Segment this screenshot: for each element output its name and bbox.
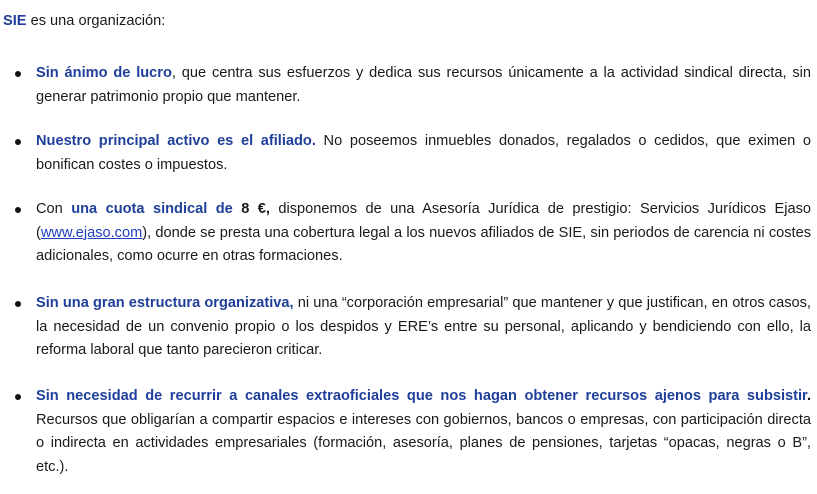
bullet-icon xyxy=(11,203,25,217)
item-lead: Sin una gran estructura organizativa, xyxy=(36,295,294,311)
item-pre: Con xyxy=(36,201,72,217)
list-item xyxy=(36,198,811,269)
list-item xyxy=(36,62,811,109)
bullet-icon xyxy=(11,297,25,311)
item-lead: Sin ánimo de lucro xyxy=(36,65,172,81)
item-lead: Nuestro principal activo es el afiliado. xyxy=(36,133,316,149)
ejaso-link[interactable]: www.ejaso.com xyxy=(40,224,143,241)
list-item xyxy=(36,385,811,479)
intro-text: es una organización: xyxy=(26,13,166,29)
bullet-icon xyxy=(11,390,25,404)
bullet-icon xyxy=(11,67,25,81)
intro-line xyxy=(3,10,165,34)
item-lead: Sin necesidad de recurrir a canales extraoficiales que nos hagan obtener recursos ajenos para subsistir xyxy=(36,388,807,404)
list-item xyxy=(36,130,811,177)
intro-lead: SIE xyxy=(3,13,27,29)
item-text-cont: ), donde se presta una cobertura legal a los nuevos afiliados de SIE, sin periodos de carencia ni costes adicionales, como ocurre en otras formaciones. xyxy=(36,224,811,264)
item-text: No poseemos inmuebles donados, regalados o cedidos, que eximen o bonifican costes o impuestos. xyxy=(36,133,811,173)
item-lead: una cuota sindical de xyxy=(71,201,233,217)
item-text: disponemos de una Asesoría Jurídica de prestigio: Servicios Jurídicos Ejaso ( xyxy=(36,201,812,241)
item-punct: . xyxy=(806,388,811,404)
bullet-icon xyxy=(11,135,25,149)
item-amount: 8 €, xyxy=(232,201,270,217)
item-text: ni una “corporación empresarial” que mantener y que justifican, en otros casos, la necesidad de un convenio propio o los despidos y ERE’s entre su personal, aplicando y bendiciendo con ello, la reforma laboral que tanto parecieron criticar. xyxy=(36,295,811,358)
item-text: Recursos que obligarían a compartir espacios e intereses con gobiernos, bancos o empresas, con participación directa o indirecta en actividades empresariales (formación, asesoría, planes de pensiones, tarjetas “opacas, negras o B”, etc.). xyxy=(36,411,811,475)
list-item xyxy=(36,292,811,363)
item-text: , que centra sus esfuerzos y dedica sus recursos únicamente a la actividad sindical directa, sin generar patrimonio propio que mantener. xyxy=(36,65,811,105)
